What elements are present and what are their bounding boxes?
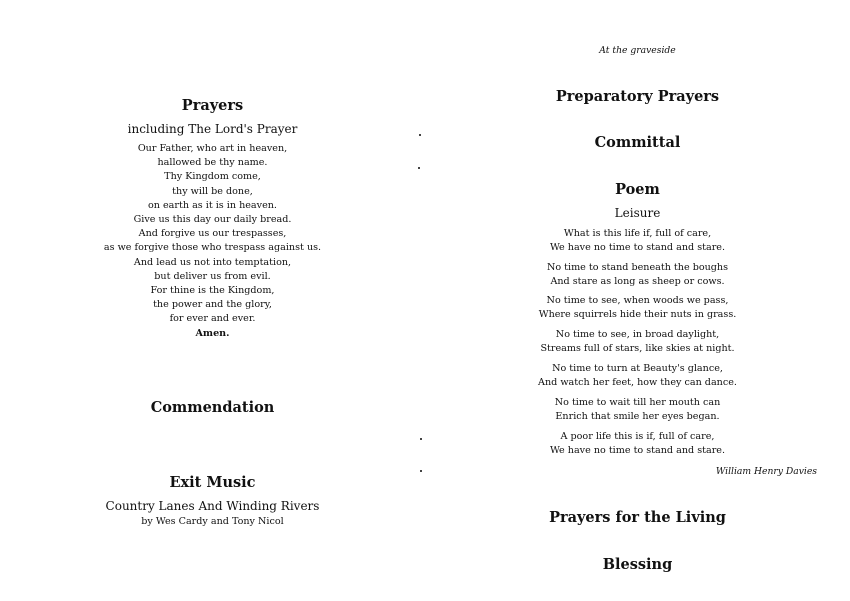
prayer-line: Our Father, who art in heaven,	[137, 143, 288, 154]
poem-stanza	[425, 362, 850, 390]
poem-line: No time to see, when woods we pass,	[546, 295, 729, 306]
poem-title: Leisure	[614, 206, 661, 220]
exit-music-heading: Exit Music	[169, 474, 256, 491]
prayers-subheading: including The Lord's Prayer	[127, 122, 298, 136]
scan-speck	[420, 438, 422, 440]
poem-line: A poor life this is if, full of care,	[560, 431, 715, 442]
prayer-amen: Amen.	[195, 327, 230, 339]
poem-line: Enrich that smile her eyes began.	[555, 411, 720, 423]
poem-line: No time to see, in broad daylight,	[555, 329, 720, 340]
poem-line: We have no time to stand and stare.	[549, 242, 726, 254]
scan-speck	[418, 167, 420, 169]
prayer-line: as we forgive those who trespass against us.	[103, 242, 322, 254]
prayer-line: hallowed be thy name.	[157, 157, 268, 169]
prayer-line: for ever and ever.	[169, 313, 256, 325]
poem-stanza	[425, 261, 850, 289]
poem-stanza	[425, 328, 850, 356]
prayer-line: on earth as it is in heaven.	[148, 199, 277, 211]
prayer-line: the power and the glory,	[153, 299, 272, 311]
poem-line: Streams full of stars, like skies at night.	[540, 343, 735, 355]
location-note: At the graveside	[599, 45, 676, 56]
prayer-line: And forgive us our trespasses,	[138, 228, 287, 240]
poem-stanza	[425, 227, 850, 255]
scan-speck	[420, 470, 422, 472]
scan-speck	[419, 134, 421, 136]
poem-stanza	[425, 294, 850, 322]
exit-music-title: Country Lanes And Winding Rivers	[105, 499, 320, 513]
prayer-line: For thine is the Kingdom,	[150, 285, 275, 297]
right-page	[425, 0, 850, 601]
poem-line: And watch her feet, how they can dance.	[538, 377, 737, 389]
poem-stanza	[425, 430, 850, 458]
poem-line: We have no time to stand and stare.	[549, 445, 726, 457]
commendation-heading: Commendation	[150, 399, 275, 416]
lords-prayer	[0, 142, 425, 341]
poem-line: What is this life if, full of care,	[563, 228, 712, 239]
prayer-line: but deliver us from evil.	[154, 270, 271, 282]
poem-line: No time to wait till her mouth can	[554, 397, 721, 408]
poem-line: Where squirrels hide their nuts in grass.	[538, 309, 737, 321]
committal-heading: Committal	[594, 134, 681, 151]
prayer-line: Thy Kingdom come,	[164, 171, 261, 183]
blessing-heading: Blessing	[602, 556, 673, 573]
poem-line: And stare as long as sheep or cows.	[550, 276, 725, 288]
preparatory-prayers-heading: Preparatory Prayers	[555, 88, 720, 105]
poem-line: No time to stand beneath the boughs	[546, 262, 729, 273]
poem-author: William Henry Davies	[715, 466, 817, 477]
prayer-line: thy will be done,	[172, 185, 253, 197]
prayer-line: Give us this day our daily bread.	[133, 214, 292, 226]
poem-heading: Poem	[615, 181, 660, 198]
prayer-line: And lead us not into temptation,	[133, 256, 292, 268]
poem-line: No time to turn at Beauty's glance,	[552, 363, 723, 374]
poem-stanza	[425, 396, 850, 424]
exit-music-byline: by Wes Cardy and Tony Nicol	[141, 516, 284, 527]
prayers-for-the-living-heading: Prayers for the Living	[549, 509, 726, 526]
prayers-heading: Prayers	[181, 97, 244, 114]
